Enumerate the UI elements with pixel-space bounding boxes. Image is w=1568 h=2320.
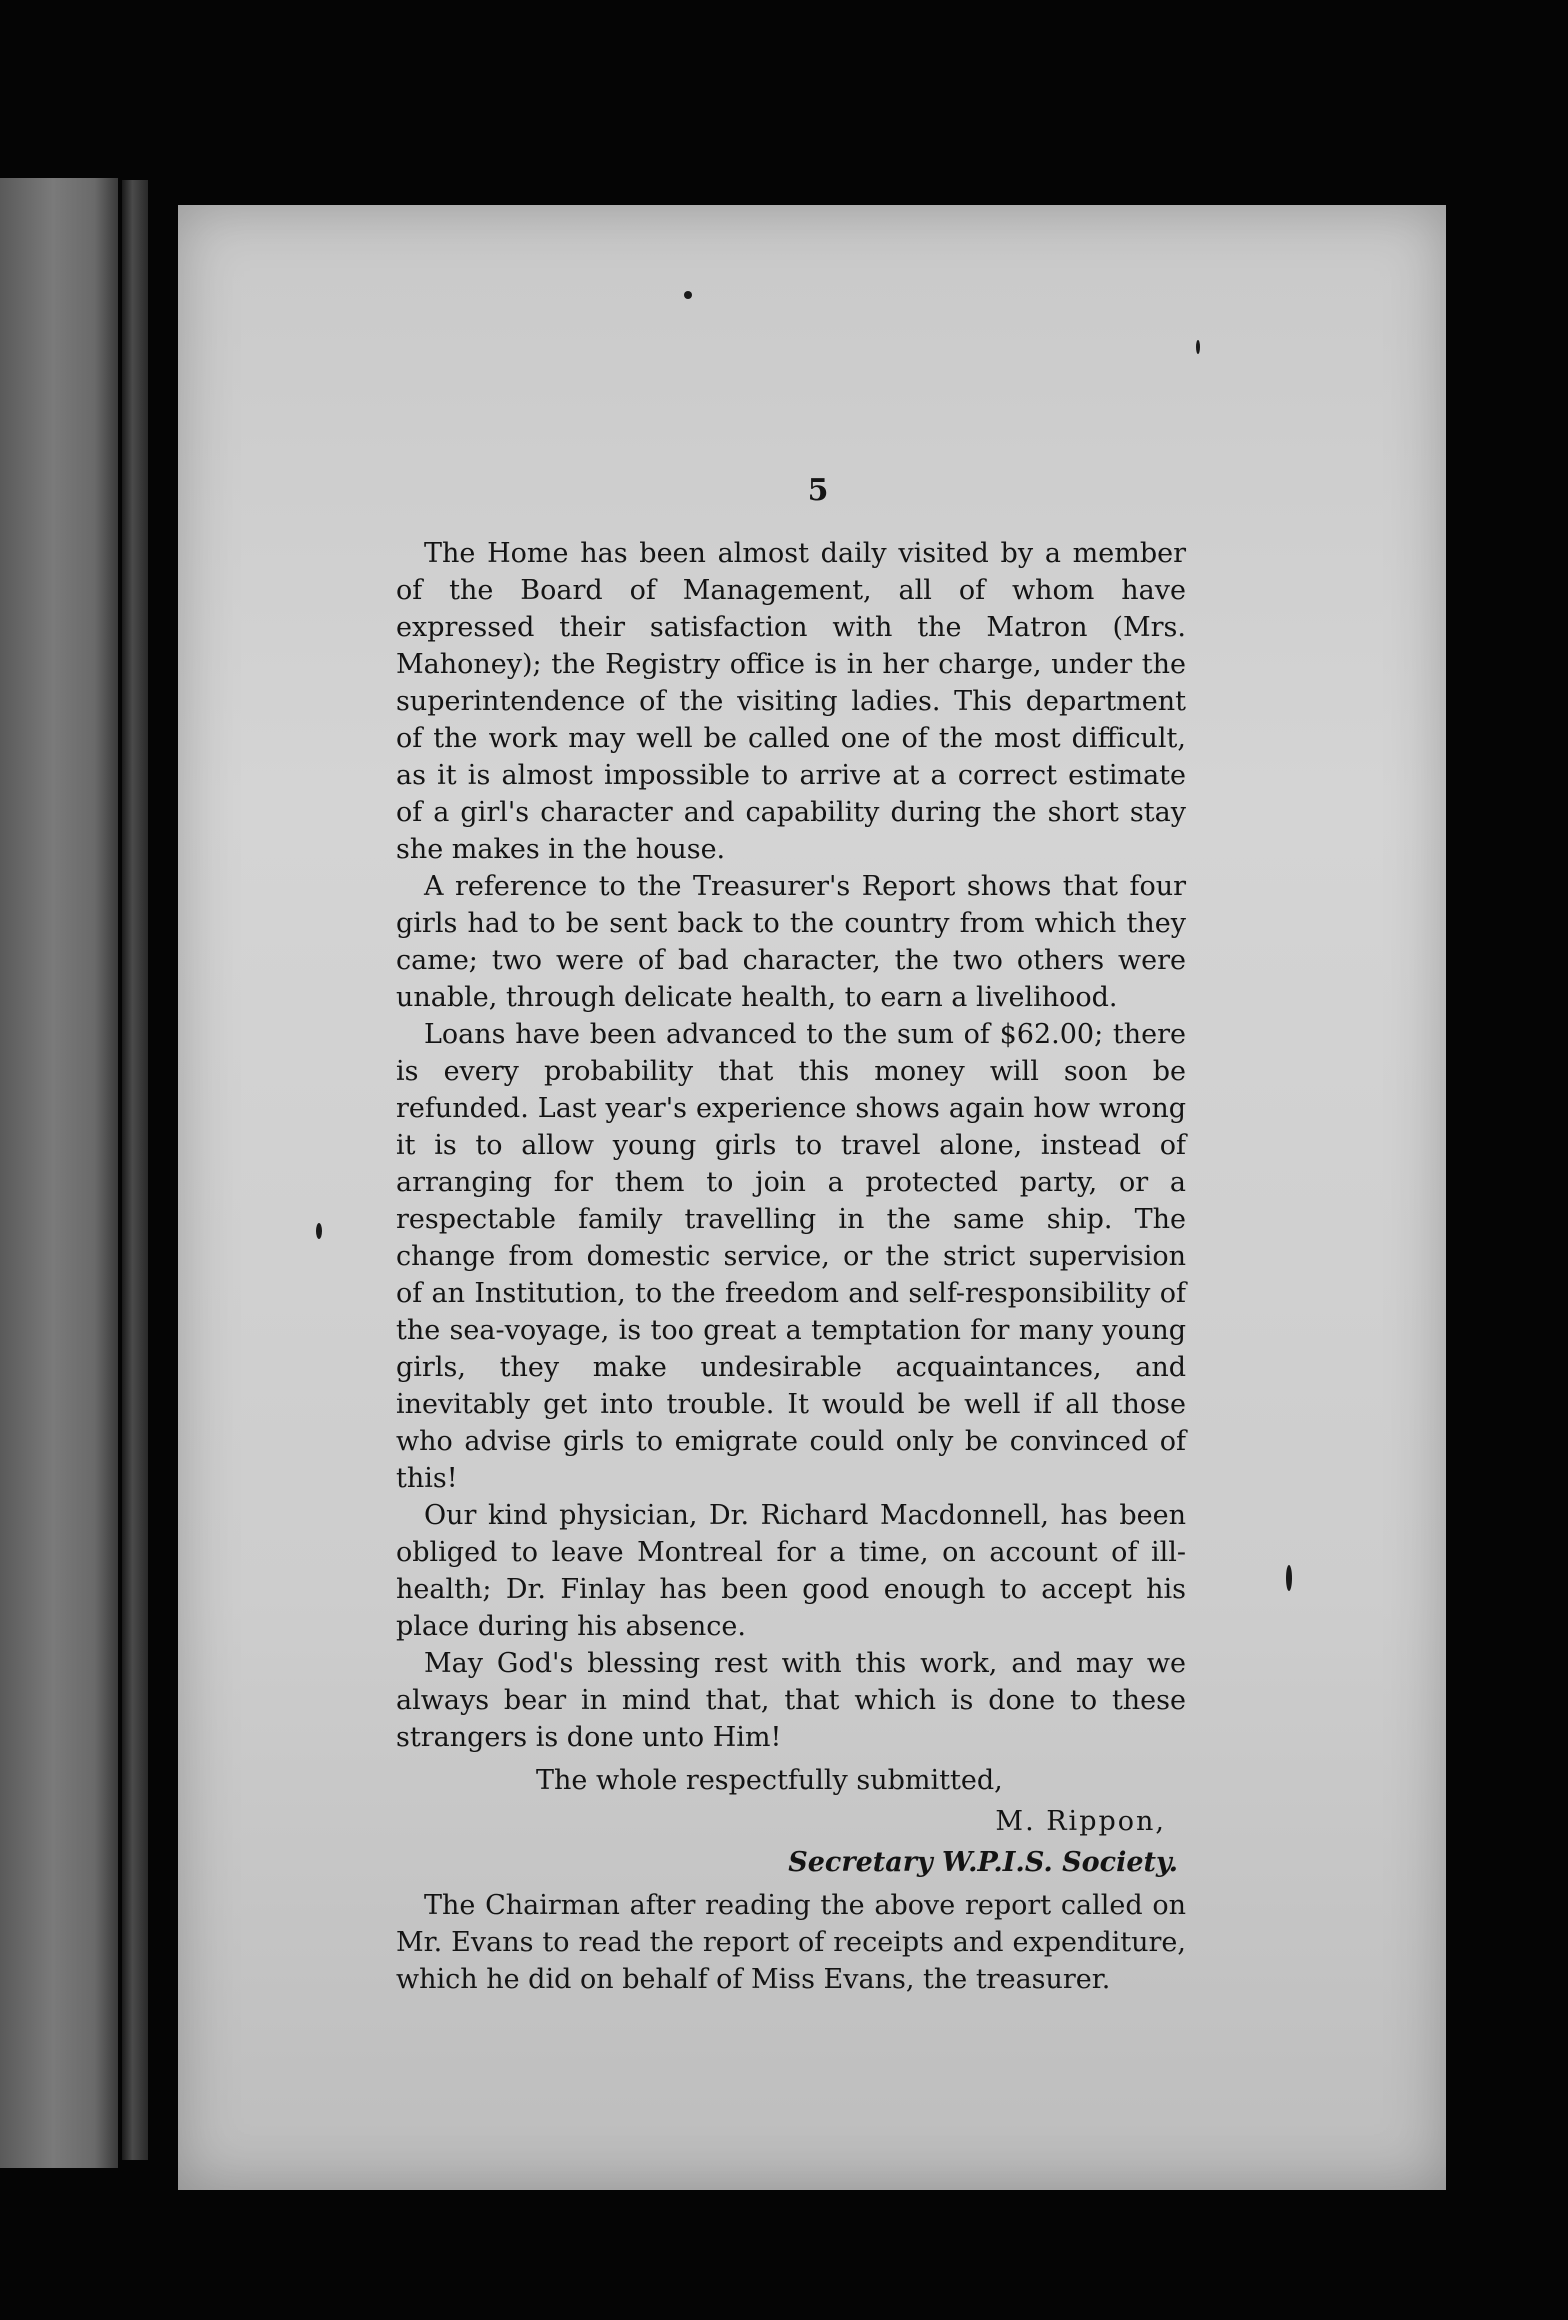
speck xyxy=(1286,1565,1292,1591)
paragraph: May God's blessing rest with this work, and may we always bear in mind that, that which is done to these strangers is done unto Him! xyxy=(396,1648,1186,1753)
speck xyxy=(316,1223,322,1239)
speck xyxy=(684,291,692,299)
page xyxy=(178,205,1446,2190)
paragraph: The Chairman after reading the above report called on Mr. Evans to read the report of receipts and expenditure, which he did on behalf of Miss Evans, the treasurer. xyxy=(396,1890,1186,1995)
adjacent-page xyxy=(0,178,118,2168)
paragraph: A reference to the Treasurer's Report shows that four girls had to be sent back to the country from which they came; two were of bad character, the two others were unable, through delicate health, to earn a livelihood. xyxy=(396,871,1186,1013)
signer-name: M. Rippon, xyxy=(995,1806,1166,1837)
speck xyxy=(1196,340,1200,354)
signer-title: Secretary W.P.I.S. Society. xyxy=(788,1847,1178,1878)
paragraph: Our kind physician, Dr. Richard Macdonnell, has been obliged to leave Montreal for a time, on account of ill-health; Dr. Finlay has been good enough to accept his place during his absence. xyxy=(396,1500,1186,1642)
closing-line: The whole respectfully submitted, xyxy=(536,1765,1003,1796)
paragraph: Loans have been advanced to the sum of $62.00; there is every probability that this money will soon be refunded. Last year's experience shows again how wrong it is to allow young girls to travel alone, instead of arranging for them to join a protected party, or a respectable family travelling in the same ship. The change from domestic service, or the strict supervision of an Institution, to the freedom and self-responsibility of the sea-voyage, is too great a temptation for many young girls, they make undesirable acquaintances, and inevitably get into trouble. It would be well if all those who advise girls to emigrate could only be convinced of this! xyxy=(396,1019,1186,1494)
body-text xyxy=(396,535,1186,1998)
book-gutter xyxy=(122,180,148,2160)
paragraph: The Home has been almost daily visited by a member of the Board of Management, all of whom have expressed their satisfaction with the Matron (Mrs. Mahoney); the Registry office is in her charge, under the superintendence of the visiting ladies. This department of the work may well be called one of the most difficult, as it is almost impossible to arrive at a correct estimate of a girl's character and capability during the short stay she makes in the house. xyxy=(396,538,1186,865)
page-number: 5 xyxy=(807,473,829,508)
